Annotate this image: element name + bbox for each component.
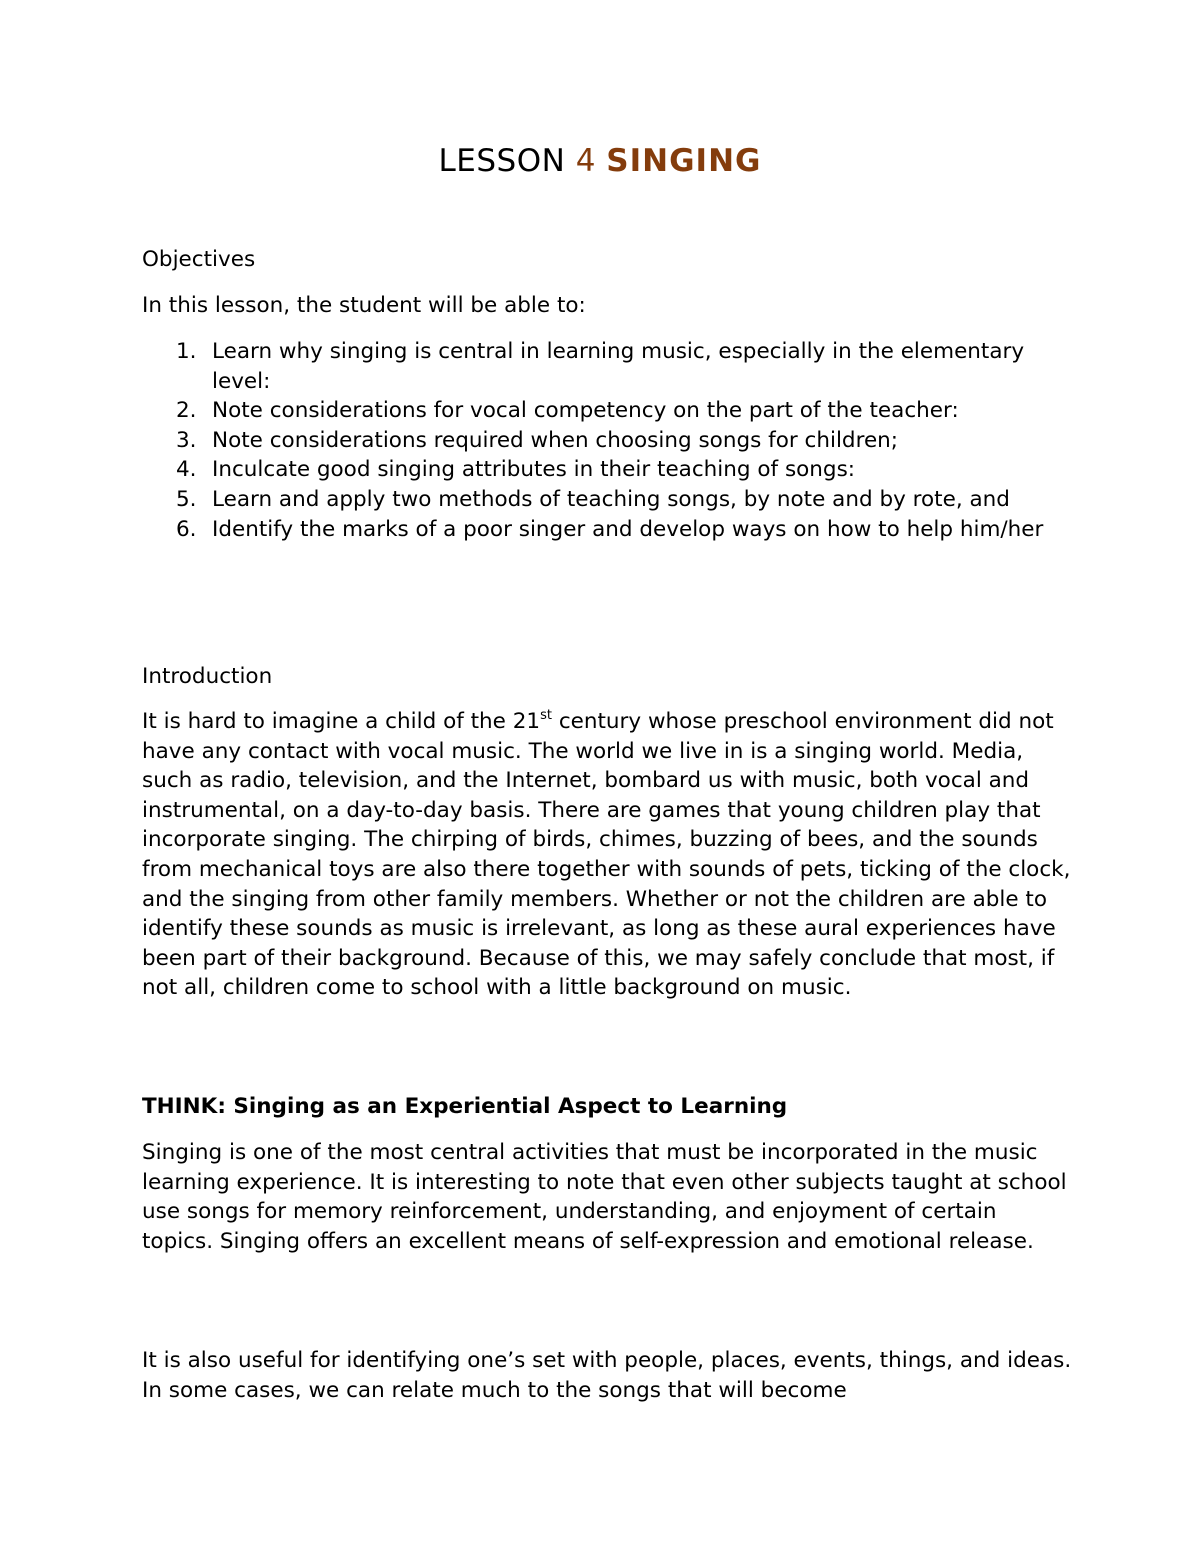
title-prefix: LESSON <box>438 143 576 179</box>
objective-text: Learn why singing is central in learning music, especially in the elementary level: <box>212 339 1025 394</box>
think-heading: THINK: Singing as an Experiential Aspect to Learning <box>142 1094 788 1119</box>
introduction-heading: Introduction <box>142 664 273 689</box>
objective-text: Note considerations required when choosing songs for children; <box>212 427 899 453</box>
objective-number: 2. <box>176 398 197 424</box>
title-subject: SINGING <box>606 143 762 179</box>
introduction-paragraph <box>142 707 1072 1003</box>
objectives-heading: Objectives <box>142 247 256 272</box>
objective-item <box>142 485 1072 515</box>
objective-item <box>142 396 1072 426</box>
objective-item <box>142 426 1072 456</box>
title-number: 4 <box>575 143 596 179</box>
objective-text: Inculcate good singing attributes in their teaching of songs: <box>212 457 856 483</box>
objective-item <box>142 515 1072 545</box>
intro-text-rest: century whose preschool environment did not have any contact with vocal music. The world we live in is a singing world. Media, such as radio, television, and the Internet, bombard us with music, both vocal and instrumental, on a day-to-day basis. There are games that young children play that incorporate singing. The chirping of birds, chimes, buzzing of bees, and the sounds from mechanical toys are also there together with sounds of pets, ticking of the clock, and the singing from other family members. Whether or not the children are able to identify these sounds as music is irrelevant, as long as these aural experiences have been part of their background. Because of this, we may safely conclude that most, if not all, children come to school with a little background on music. <box>142 709 1071 1001</box>
objective-number: 6. <box>176 516 197 542</box>
objective-text: Note considerations for vocal competency on the part of the teacher: <box>212 398 959 424</box>
ordinal-suffix: st <box>540 708 552 723</box>
objective-number: 1. <box>176 339 197 364</box>
think-paragraph-1: Singing is one of the most central activities that must be incorporated in the music learning experience. It is interesting to note that even other subjects taught at school use songs for memory reinforcement, understanding, and enjoyment of certain topics. Singing offers an excellent means of self-expression and emotional release. <box>142 1140 1067 1254</box>
objective-number: 5. <box>176 486 197 512</box>
objective-text: Learn and apply two methods of teaching songs, by note and by rote, and <box>212 486 1010 512</box>
objective-item <box>142 337 1072 396</box>
think-paragraph-2: It is also useful for identifying one’s set with people, places, events, things, and ideas. In some cases, we can relate much to the songs that will become <box>142 1348 1072 1403</box>
objectives-lead: In this lesson, the student will be able to: <box>142 293 586 318</box>
objectives-list <box>142 337 1072 544</box>
objective-number: 3. <box>176 427 197 453</box>
objective-text: Identify the marks of a poor singer and develop ways on how to help him/her <box>212 516 1044 542</box>
lesson-title <box>0 141 1200 181</box>
objective-number: 4. <box>176 457 197 483</box>
intro-text-start: It is hard to imagine a child of the 21 <box>142 709 541 734</box>
objective-item <box>142 455 1072 485</box>
